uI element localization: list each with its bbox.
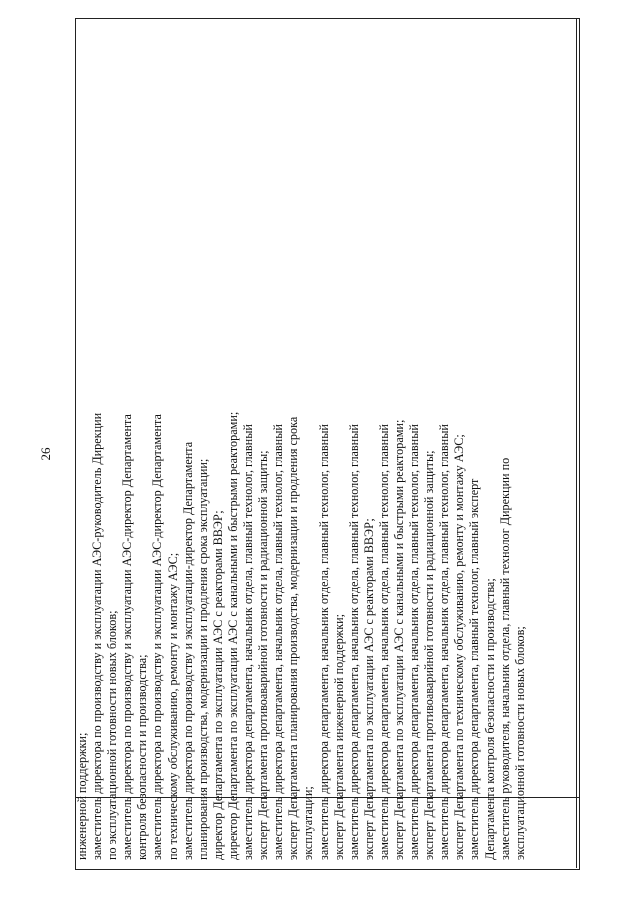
table-text-line: по техническому обслуживанию, ремонту и монтажу АЭС; (165, 552, 180, 860)
table-text-line: эксперт Департамента планирования производства, модернизации и продления срока (286, 416, 301, 860)
table-text-line: эксперт Департамента по техническому обслуживанию, ремонту и монтажу АЭС; (452, 434, 467, 860)
positions-list-cell (75, 19, 577, 868)
page-number: 26 (38, 447, 53, 461)
table-text-line: заместитель директора по производству и эксплуатации АЭС-руководитель Дирекции (90, 412, 105, 860)
table-text-line: эксперт Департамента по эксплуатации АЭС с канальными и быстрыми реакторами; (391, 419, 406, 860)
table-text-line: контроля безопасности и производства; (135, 654, 150, 860)
table-text-line: заместитель директора по производству и эксплуатации АЭС-директор Департамента (120, 414, 135, 860)
table-text-line: заместитель директора департамента, начальник отдела, главный технолог, главный (346, 424, 361, 860)
table-text-line: заместитель директора департамента, начальник отдела, главный технолог, главный (316, 424, 331, 860)
table-text-line: заместитель директора департамента, начальник отдела, главный технолог, главный (376, 424, 391, 860)
table-text-line: инженерной поддержки; (75, 732, 89, 860)
table-text-line: заместитель руководителя, начальник отдела, главный технолог Дирекции по (497, 457, 512, 860)
table-text-line: директор Департамента по эксплуатации АЭС с реакторами ВВЭР; (210, 510, 225, 860)
table-text-line: по эксплуатационной готовности новых блоков; (105, 610, 120, 860)
table-text-line: эксперт Департамента противоаварийной готовности и радиационной защиты; (256, 450, 271, 860)
table-text-line: заместитель директора департамента, главный технолог, главный эксперт (467, 478, 482, 860)
table-text-line: заместитель директора департамента, начальник отдела, главный технолог, главный (437, 424, 452, 860)
table-text-line: заместитель директора департамента, начальник отдела, главный технолог, главный (271, 424, 286, 860)
table-text-line: заместитель директора департамента, начальник отдела, главный технолог, главный (407, 424, 422, 860)
table-text-line: заместитель директора по производству и эксплуатации-директор Департамента (180, 441, 195, 860)
table-text-line: эксперт Департамента противоаварийной готовности и радиационной защиты; (422, 450, 437, 860)
table-text-line: заместитель директора департамента, начальник отдела, главный технолог, главный (241, 424, 256, 860)
table-text-line: эксплуатационной готовности новых блоков; (512, 626, 527, 860)
table-text-line: заместитель директора по производству и эксплуатации АЭС-директор Департамента (150, 414, 165, 860)
table-text-line: эксперт Департамента инженерной поддержки; (331, 613, 346, 860)
table-text-line: директор Департамента по эксплуатации АЭС с канальными и быстрыми реакторами; (225, 411, 240, 860)
table-text-line: эксплуатации; (301, 786, 316, 860)
table-text-line: Департамента контроля безопасности и производства; (482, 578, 497, 860)
table-text-line: эксперт Департамента по эксплуатации АЭС с реакторами ВВЭР; (361, 518, 376, 860)
table-text-line: планирования производства, модернизации и продления срока эксплуатации; (195, 458, 210, 860)
